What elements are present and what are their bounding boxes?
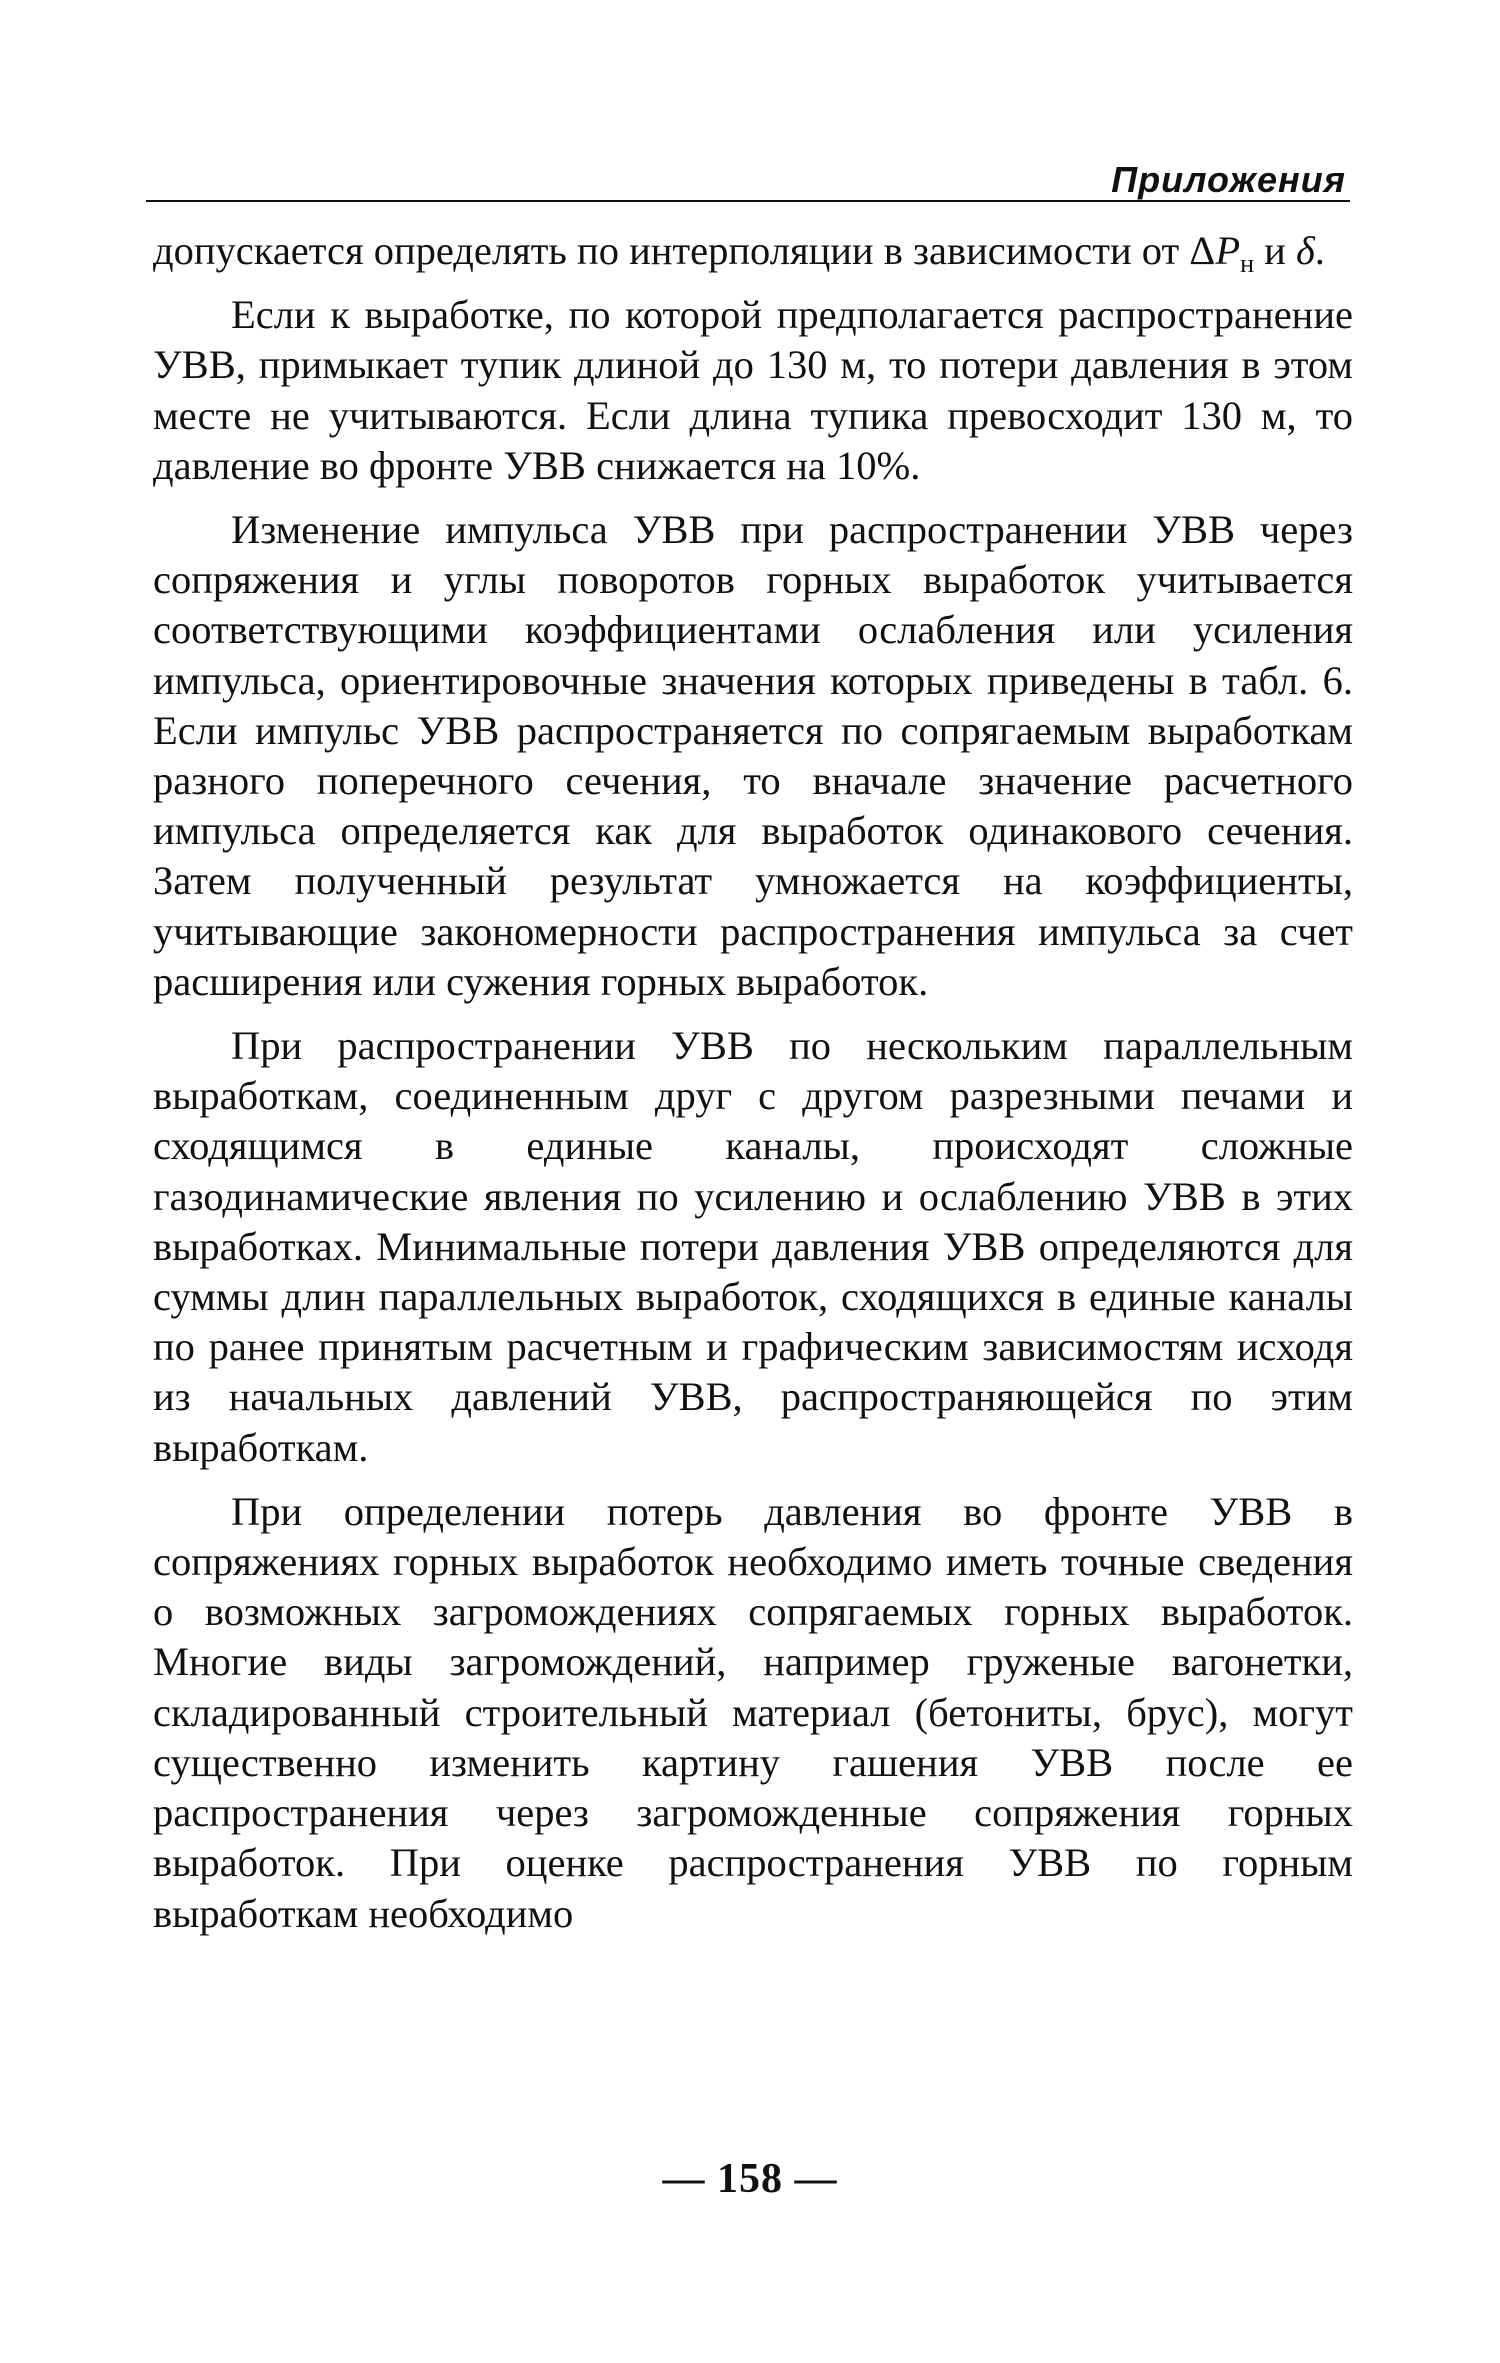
- delta-symbol: Δ: [1189, 228, 1216, 273]
- paragraph-5: При определении потерь давления во фронте УВВ в сопряжениях горных выработок необходимо иметь точные сведения о возможных загромождениях сопрягаемых горных выработок. Многие виды загромождений, например груженые вагонетки, складированный строительный материал (бетониты, брус), могут существенно изменить картину гашения УВВ после ее распространения через загроможденные сопряжения горных выработок. При оценке распространения УВВ по горным выработкам необходимо: [153, 1488, 1353, 1936]
- running-header: [146, 150, 1350, 202]
- paragraph-1: [153, 226, 1353, 276]
- body-text: [153, 226, 1353, 1939]
- paragraph-1-conjunction: и: [1254, 228, 1296, 273]
- pressure-symbol: P: [1215, 228, 1241, 273]
- paragraph-3: Изменение импульса УВВ при распространении УВВ через сопряжения и углы поворотов горных выработок учитывается соответствующими коэффициентами ослабления или усиления импульса, ориентировочные значения которых приведены в табл. 6. Если импульс УВВ распространяется по сопрягаемым выработкам разного поперечного сечения, то вначале значение расчетного импульса определяется как для выработок одинакового сечения. Затем полученный результат умножается на коэффициенты, учитывающие закономерности распространения импульса за счет расширения или сужения горных выработок.: [153, 507, 1353, 1004]
- pressure-subscript: н: [1240, 249, 1255, 278]
- paragraph-1-text: допускается определять по интерполяции в зависимости от: [153, 228, 1190, 273]
- paragraph-2: Если к выработке, по которой предполагается распространение УВВ, примыкает тупик длиной до 130 м, то потери давления в этом месте не учитываются. Если длина тупика превосходит 130 м, то давление во фронте УВВ снижается на 10%.: [153, 292, 1353, 488]
- section-title: Приложения: [1111, 159, 1346, 200]
- page-number: — 158 —: [662, 2156, 838, 2202]
- paragraph-4: При распространении УВВ по нескольким параллельным выработкам, соединенным друг с другом разрезными печами и сходящимся в единые каналы, происходят сложные газодинамические явления по усилению и ослаблению УВВ в этих выработках. Минимальные потери давления УВВ определяются для суммы длин параллельных выработок, сходящихся в единые каналы по ранее принятым расчетным и графическим зависимостям исходя из начальных давлений УВВ, распространяющейся по этим выработкам.: [153, 1023, 1353, 1470]
- delta-small-symbol: δ: [1295, 228, 1315, 273]
- paragraph-1-end: .: [1314, 228, 1325, 273]
